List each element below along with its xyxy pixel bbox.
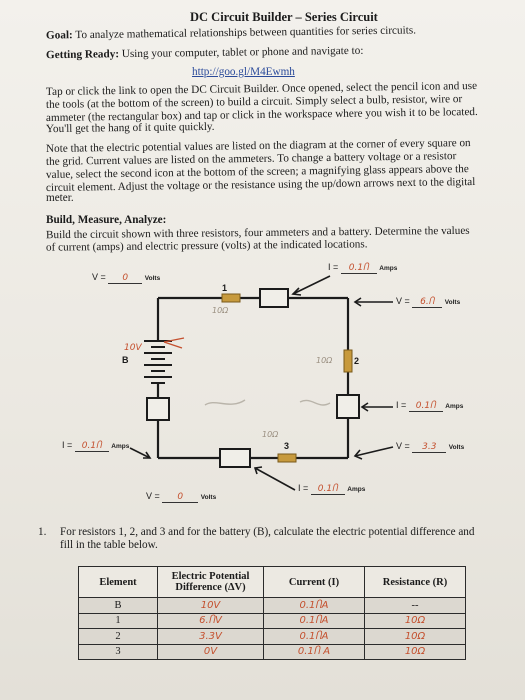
header-potential: Electric Potential Difference (ΔV) (158, 567, 264, 598)
table-row (79, 598, 466, 614)
v-prefix: V = (146, 491, 160, 501)
cell-potential[interactable]: 0V (158, 644, 264, 660)
ammeter-left (147, 398, 169, 420)
table-row (79, 613, 466, 629)
r2-ohm-note: 10Ω (316, 356, 333, 365)
cell-current[interactable]: 0.1ႶA (264, 598, 365, 614)
cell-element: B (79, 598, 158, 614)
v-unit: Volts (144, 275, 161, 282)
battery (144, 341, 172, 383)
v-unit: Volts (200, 494, 217, 501)
instruction-line: ammeter (the rectangular box) and tap or click in the workspace where you wish it to be located. (45, 105, 478, 125)
goal-label: Goal: (45, 29, 73, 42)
table-row (79, 629, 466, 645)
header-resistance: Resistance (R) (365, 567, 466, 598)
v-unit: Volts (448, 444, 465, 451)
v-unit: Volts (444, 299, 461, 306)
build-line: of current (amps) and electric pressure (volts) at the indicated locations. (45, 238, 368, 254)
header-element: Element (79, 567, 158, 598)
battery-voltage-note: 10V (124, 343, 142, 353)
cell-resistance[interactable]: 10Ω (365, 613, 466, 629)
v-right-bottom (396, 441, 464, 453)
r3-ohm-note: 10Ω (262, 430, 279, 439)
i-top (328, 262, 397, 274)
cell-element: 2 (79, 629, 158, 645)
i-prefix: I = (328, 262, 339, 272)
cell-current[interactable]: 0.1ႶA (264, 613, 365, 629)
i-unit: Amps (445, 403, 464, 410)
resistor-3-label: 3 (284, 441, 290, 451)
v-right-top (396, 296, 460, 308)
cell-element: 3 (79, 644, 158, 660)
v-right-top-value: 6.Ⴖ (412, 297, 442, 308)
getting-ready-label: Getting Ready: (45, 48, 120, 62)
cell-resistance: -- (365, 598, 466, 614)
instruction-line: You'll get the hang of it quite quickly. (45, 120, 215, 136)
resistor-1 (222, 294, 240, 302)
i-right-value: 0.1Ⴖ (409, 401, 443, 412)
cell-resistance[interactable]: 10Ω (365, 629, 466, 645)
cell-potential[interactable]: 6.ႶV (158, 613, 264, 629)
note-line: meter. (46, 192, 74, 204)
results-table (78, 566, 466, 660)
v-bottom-left-value: 0 (162, 492, 198, 503)
note-line: the grid. Current values are listed on the ammeters. To change a battery voltage or a resistor (45, 150, 457, 168)
v-prefix: V = (396, 441, 410, 451)
page-title: DC Circuit Builder – Series Circuit (190, 10, 378, 24)
i-bottom-value: 0.1Ⴖ (311, 484, 345, 495)
question-line: fill in the table below. (60, 539, 158, 551)
v-bottom-left (146, 491, 216, 503)
table-row (79, 644, 466, 660)
question-line: For resistors 1, 2, and 3 and for the battery (B), calculate the electric potential difference and (60, 526, 475, 538)
goal-text: To analyze mathematical relationships between quantities for series circuits. (75, 24, 417, 42)
i-unit: Amps (111, 443, 130, 450)
i-left (62, 440, 129, 452)
battery-label: B (122, 355, 129, 365)
header-current: Current (I) (264, 567, 365, 598)
v-top-left (92, 272, 160, 284)
ammeter-bottom (220, 449, 250, 467)
cell-potential[interactable]: 10V (158, 598, 264, 614)
cell-potential[interactable]: 3.3V (158, 629, 264, 645)
i-prefix: I = (298, 483, 309, 493)
i-bottom (298, 483, 365, 495)
i-top-value: 0.1Ⴖ (341, 263, 377, 274)
getting-ready-text: Using your computer, tablet or phone and navigate to: (121, 44, 364, 61)
table-header-row (79, 567, 466, 598)
resistor-2 (344, 350, 352, 372)
note-line: Note that the electric potential values are listed on the diagram at the corner of every square on (45, 137, 471, 155)
r1-ohm-note: 10Ω (212, 306, 229, 315)
i-prefix: I = (396, 400, 407, 410)
build-heading: Build, Measure, Analyze: (46, 214, 167, 226)
i-unit: Amps (347, 486, 366, 493)
i-unit: Amps (379, 265, 398, 272)
resistor-3 (278, 454, 296, 462)
cell-resistance[interactable]: 10Ω (365, 644, 466, 660)
circuit-builder-link[interactable]: http://goo.gl/M4Ewmh (192, 66, 295, 78)
instruction-line: the tools (at the bottom of the screen) to build a circuit. Simply select a bulb, resistor, wire or (45, 93, 463, 111)
v-prefix: V = (396, 296, 410, 306)
cell-element: 1 (79, 613, 158, 629)
resistor-1-label: 1 (222, 283, 228, 293)
ammeter-right (337, 395, 359, 418)
resistor-2-label: 2 (354, 356, 360, 366)
v-top-left-value: 0 (108, 273, 142, 284)
note-line: circuit element. Adjust the voltage or the resistance using the up/down arrows next to the digital (45, 176, 476, 194)
v-right-bottom-value: 3.3 (412, 442, 446, 453)
build-line: Build the circuit shown with three resistors, four ammeters and a battery. Determine the values (45, 224, 470, 242)
question-number: 1. (38, 526, 47, 538)
i-right (396, 400, 463, 412)
v-prefix: V = (92, 272, 106, 282)
note-line: value, select the second icon at the bottom of the screen; a magnifying glass appears above the (45, 163, 469, 181)
i-left-value: 0.1Ⴖ (75, 441, 109, 452)
instruction-line: Tap or click the link to open the DC Circuit Builder. Once opened, select the pencil icon and use (45, 79, 478, 99)
cell-current[interactable]: 0.1ႶA (264, 629, 365, 645)
cell-current[interactable]: 0.1Ⴖ A (264, 644, 365, 660)
i-prefix: I = (62, 440, 73, 450)
ammeter-top (260, 289, 288, 307)
